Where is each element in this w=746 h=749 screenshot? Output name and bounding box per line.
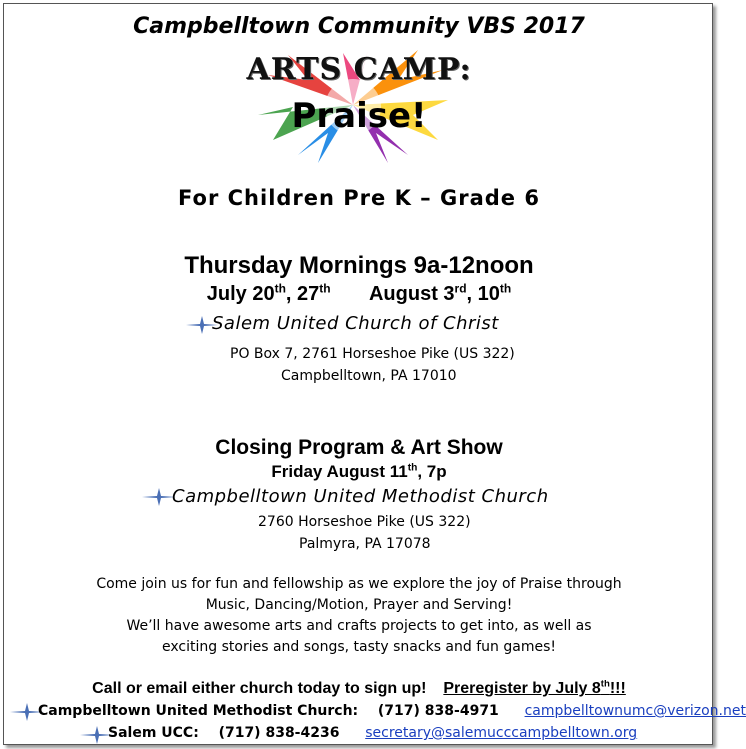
arts-camp-colon: : — [459, 52, 472, 87]
venue2-address-line1: 2760 Horseshoe Pike (US 322) — [258, 514, 471, 530]
venue1-address-line1: PO Box 7, 2761 Horseshoe Pike (US 322) — [230, 346, 515, 362]
venue2-address-line2: Palmyra, PA 17078 — [299, 536, 431, 552]
closing-date: Friday August 11th, 7p — [271, 462, 447, 481]
description-line: exciting stories and songs, tasty snacks and fun games! — [162, 639, 556, 655]
call-to-action — [0, 680, 718, 698]
venue1-name: Salem United Church of Christ — [212, 313, 499, 334]
schedule-headline: Thursday Mornings 9a-12noon — [184, 252, 534, 279]
praise-heading: Praise! — [291, 96, 427, 136]
ucc-email-link[interactable]: secretary@salemucccampbelltown.org — [365, 725, 638, 741]
venue2-name: Campbelltown United Methodist Church — [172, 486, 549, 507]
august-dates: August 3rd, 10th — [368, 281, 512, 305]
venue1-address-line2: Campbelltown, PA 17010 — [281, 368, 457, 384]
umc-phone: (717) 838-4971 — [377, 703, 499, 719]
description-block — [0, 574, 718, 658]
closing-headline: Closing Program & Art Show — [215, 436, 503, 459]
july-dates: July 20th, 27th — [206, 281, 331, 305]
ucc-label: Salem UCC: — [108, 725, 199, 741]
ucc-contact-row — [108, 725, 637, 741]
umc-label: Campbelltown United Methodist Church: — [38, 703, 359, 719]
description-line: Music, Dancing/Motion, Prayer and Serving! — [205, 597, 513, 613]
call-text: Call or email either church today to sign up! — [92, 680, 427, 697]
flyer-title: Campbelltown Community VBS 2017 — [133, 14, 585, 39]
umc-contact-row — [38, 703, 746, 719]
audience-line: For Children Pre K – Grade 6 — [178, 186, 540, 210]
description-line: Come join us for fun and fellowship as we explore the joy of Praise through — [96, 576, 622, 592]
arts-camp-text: ARTS CAMP — [246, 52, 460, 87]
sparkle-star-icon — [142, 488, 176, 506]
ucc-phone: (717) 838-4236 — [218, 725, 340, 741]
arts-camp-heading — [0, 52, 718, 87]
preregister-deadline: Preregister by July 8th!!! — [443, 678, 626, 697]
umc-email-link[interactable]: campbelltownumc@verizon.net — [524, 703, 746, 719]
schedule-dates — [0, 283, 718, 306]
description-line: We’ll have awesome arts and crafts projects to get into, as well as — [126, 618, 592, 634]
